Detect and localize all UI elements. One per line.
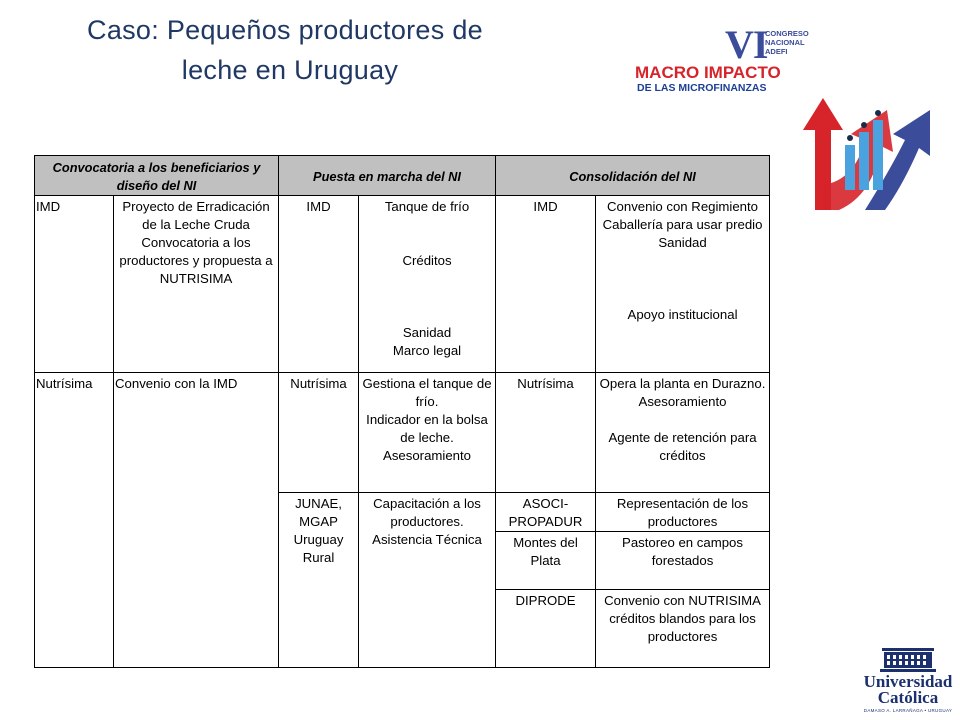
cell-actor: DIPRODE [496,590,596,668]
cell-actor: IMD [496,196,596,373]
bar-icon [873,120,883,190]
person-icon [875,110,881,116]
title-line-1: Caso: Pequeños productores de [87,15,483,45]
congreso-subline: DE LAS MICROFINANZAS [637,82,767,94]
cell-description: Convenio con NUTRISIMA créditos blandos para los productores [596,590,770,668]
universidad-catolica-logo [858,648,958,718]
cell-actor: Nutrísima [279,373,359,493]
congreso-text: CONGRESO NACIONAL ADEFI [765,29,809,56]
congreso-headline: MACRO IMPACTO [635,63,781,82]
cell-description: Opera la planta en Durazno. Asesoramiento Agente de retención para créditos [596,373,770,493]
university-tagline: DAMASO A. LARRAÑAGA • URUGUAY [863,708,953,713]
university-building-icon [858,648,958,674]
bar-icon [859,132,869,190]
person-icon [861,122,867,128]
cell-description: Capacitación a los productores. Asistencia Técnica [359,493,496,668]
header-puesta-en-marcha: Puesta en marcha del NI [279,156,496,196]
cell-actor: Montes del Plata [496,532,596,590]
cell-actor: JUNAE, MGAP Uruguay Rural [279,493,359,668]
university-name: Universidad Católica [863,672,953,707]
header-convocatoria: Convocatoria a los beneficiarios y diseño del NI [35,156,279,196]
cell-actor: IMD [35,196,114,373]
header-consolidacion: Consolidación del NI [496,156,770,196]
cell-actor: Nutrísima [496,373,596,493]
cell-description: Pastoreo en campos forestados [596,532,770,590]
cell-description: Convenio con Regimiento Caballería para usar predio Sanidad Apoyo institucional [596,196,770,373]
congreso-numeral: VI [725,22,768,67]
growth-arrows-icon [795,70,940,220]
cell-description: Gestiona el tanque de frío. Indicador en la bolsa de leche. Asesoramiento [359,373,496,493]
slide-title [40,10,530,90]
title-line-2: leche en Uruguay [181,55,399,85]
cell-actor: IMD [279,196,359,373]
cell-description: Representación de los productores [596,493,770,532]
cell-actor: ASOCI-PROPADUR [496,493,596,532]
cell-description: Proyecto de Erradicación de la Leche Cruda Convocatoria a los productores y propuesta a NUTRISIMA [114,196,279,373]
cell-description: Tanque de frío Créditos Sanidad Marco legal [359,196,496,373]
person-icon [847,135,853,141]
cell-actor: Nutrísima [35,373,114,668]
bar-icon [845,145,855,190]
cell-description: Convenio con la IMD [114,373,279,668]
ni-table [34,155,769,666]
